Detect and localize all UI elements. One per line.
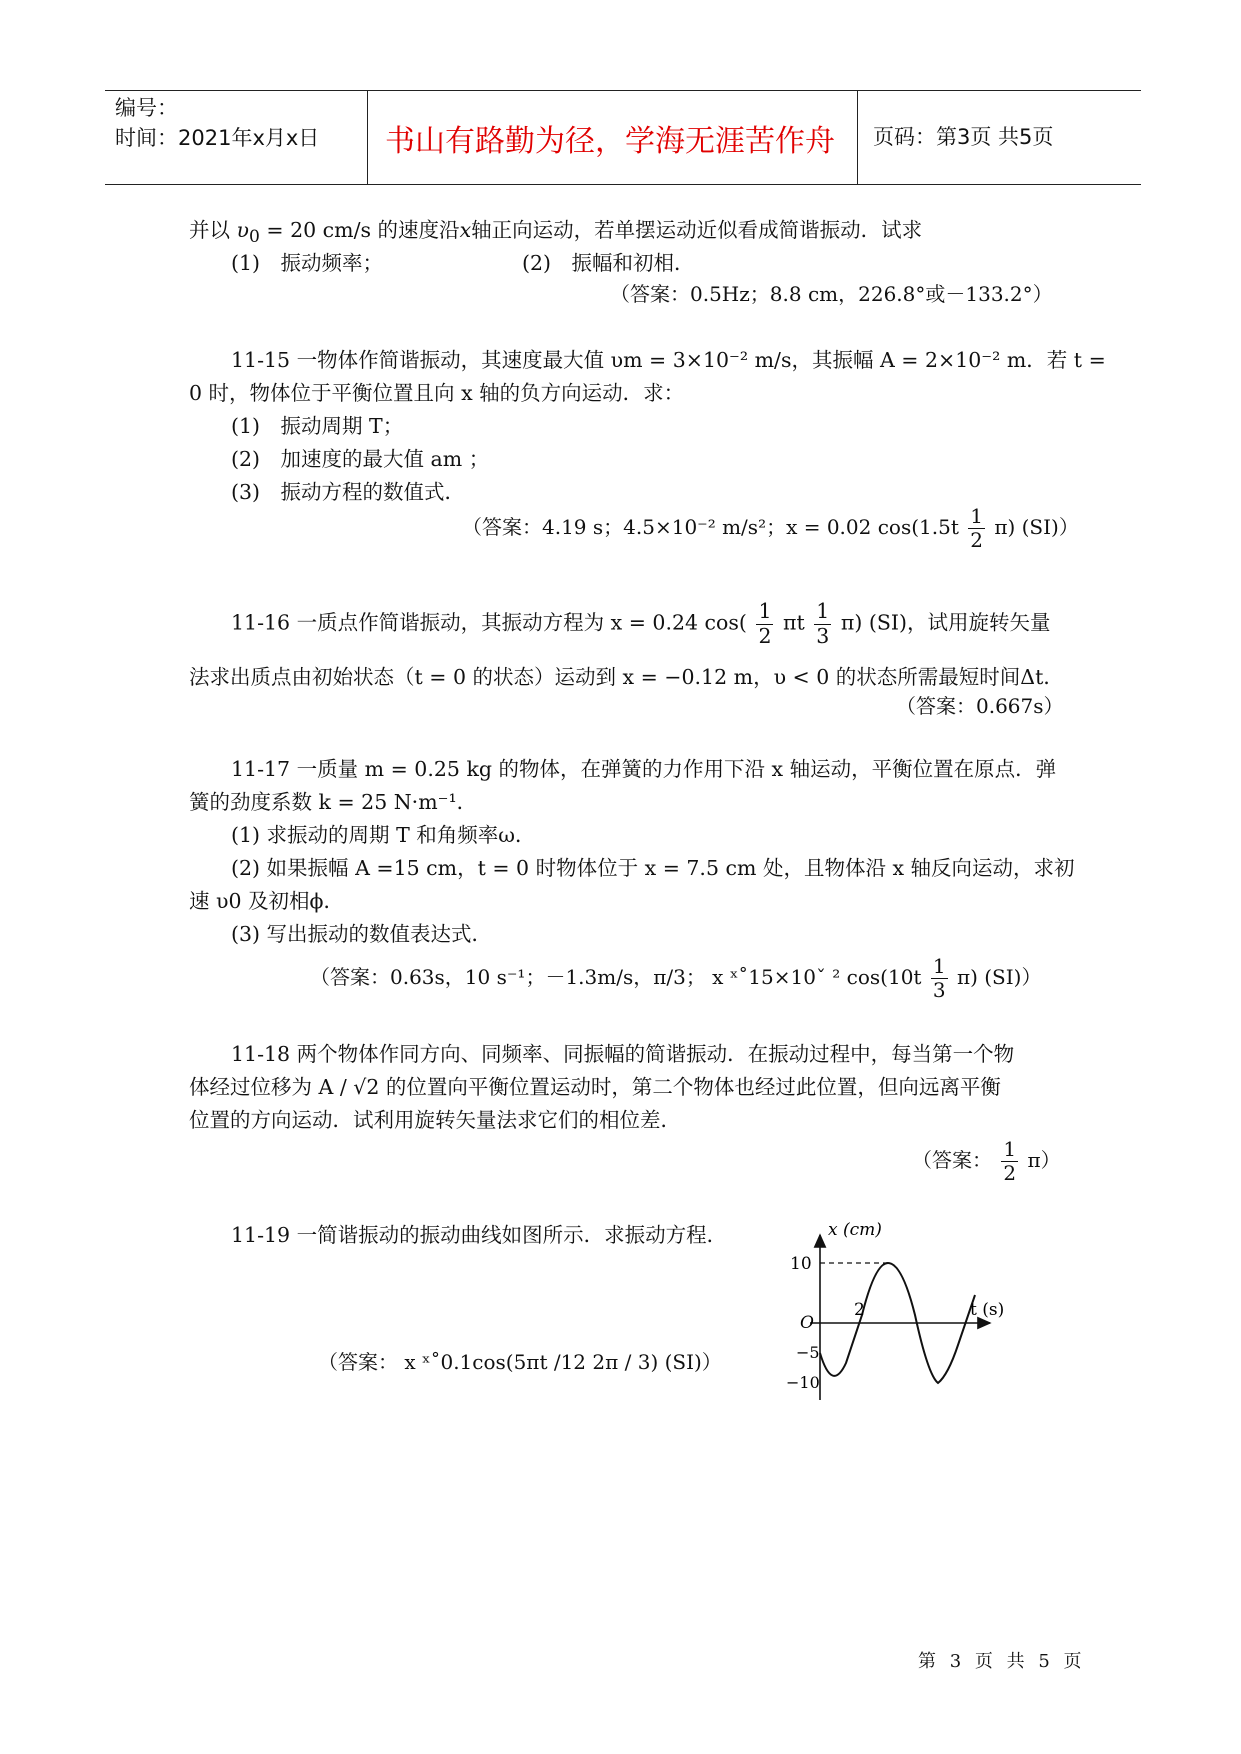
p1117-item-3: (3) 写出振动的数值表达式． (231, 922, 493, 946)
header-divider (857, 91, 858, 184)
p1116-line-2: 法求出质点由初始状态（t = 0 的状态）运动到 x = −0.12 m，υ < 0 的状态所需最短时间Δt． (189, 665, 1064, 689)
p1117-item-1: (1) 求振动的周期 T 和角频率ω． (231, 823, 536, 847)
page-footer: 第 3 页 共 5 页 (918, 1651, 1086, 1672)
header-motto: 书山有路勤为径，学海无涯苦作舟 (385, 124, 835, 159)
p1117-line-2: 簧的劲度系数 k = 25 N·m⁻¹． (189, 790, 478, 814)
p1115-line-1: 11-15 一物体作简谐振动，其速度最大值 υm = 3×10⁻² m/s，其振幅 A = 2×10⁻² m．若 t = (231, 348, 1106, 372)
x-axis-label: t (s) (970, 1300, 1005, 1320)
p1119-line-1: 11-19 一简谐振动的振动曲线如图所示．求振动方程． (231, 1223, 728, 1247)
p1115-item-3: (3) 振动方程的数值式． (231, 480, 466, 504)
p1118-line-1: 11-18 两个物体作同方向、同频率、同振幅的简谐振动．在振动过程中，每当第一个物 (231, 1042, 1015, 1066)
intro-item-2: (2) 振幅和初相． (522, 251, 695, 275)
p1115-answer: （答案：4.19 s；4.5×10⁻² m/s²；x = 0.02 cos(1.5t $\frac{1}{2}$ π) (SI)） (462, 504, 1079, 552)
y-axis-label: x (cm) (828, 1220, 882, 1240)
p1116-answer: （答案：0.667s） (896, 694, 1064, 718)
header-page-label: 页码：第3页 共5页 (873, 125, 1054, 149)
tick-2: 2 (854, 1300, 865, 1320)
time-label: 时间：2021年x月x日 (115, 126, 320, 150)
p1115-item-1: (1) 振动周期 T； (231, 414, 404, 438)
p1117-answer: （答案：0.63s，10 s⁻¹；－1.3m/s，π/3； x ˣ˚15×10ˇ ² cos(10t $\frac{1}{3}$ π) (SI)） (310, 954, 1042, 1002)
intro-item-1: (1) 振动频率； (231, 251, 384, 275)
p1117-line-1: 11-17 一质量 m = 0.25 kg 的物体，在弹簧的力作用下沿 x 轴运动，平衡位置在原点．弹 (231, 757, 1057, 781)
p1118-line-2: 体经过位移为 A / √2 的位置向平衡位置运动时，第二个物体也经过此位置，但向远离平衡 (189, 1075, 1001, 1099)
intro-line: 并以 $\upsilon_0 = 20$ cm/s 的速度沿x轴正向运动，若单摆运动近似看成简谐振动．试求 (189, 218, 923, 248)
tick-10: 10 (790, 1254, 812, 1274)
origin-label: O (800, 1313, 814, 1333)
p1115-item-2: (2) 加速度的最大值 am ； (231, 447, 490, 471)
intro-answer: （答案：0.5Hz；8.8 cm，226.8°或－133.2°） (610, 282, 1053, 306)
serial-label: 编号： (115, 96, 178, 120)
p1117-item-2: (2) 如果振幅 A =15 cm，t = 0 时物体位于 x = 7.5 cm 处，且物体沿 x 轴反向运动，求初 (231, 856, 1075, 880)
p1117-item-2b: 速 υ0 及初相ϕ． (189, 889, 345, 913)
p1119-answer: （答案： x ˣ˚0.1cos(5πt /12 2π / 3) (SI)） (318, 1350, 722, 1374)
p1118-line-3: 位置的方向运动．试利用旋转矢量法求它们的相位差． (189, 1108, 681, 1132)
p1115-line-2: 0 时，物体位于平衡位置且向 x 轴的负方向运动．求： (189, 381, 685, 405)
page-header (105, 90, 1141, 185)
tick-neg5: −5 (796, 1343, 820, 1362)
vibration-graph (770, 1215, 1020, 1405)
p1116-line-1: 11-16 一质点作简谐振动，其振动方程为 x = 0.24 cos( $\frac{1}{2}$ πt $\frac{1}{3}$ π) (SI)，试用旋转矢量 (231, 599, 1051, 648)
header-left (115, 93, 365, 153)
p1118-answer: （答案： $\frac{1}{2}$ π） (912, 1137, 1061, 1185)
tick-neg10: −10 (786, 1373, 820, 1392)
